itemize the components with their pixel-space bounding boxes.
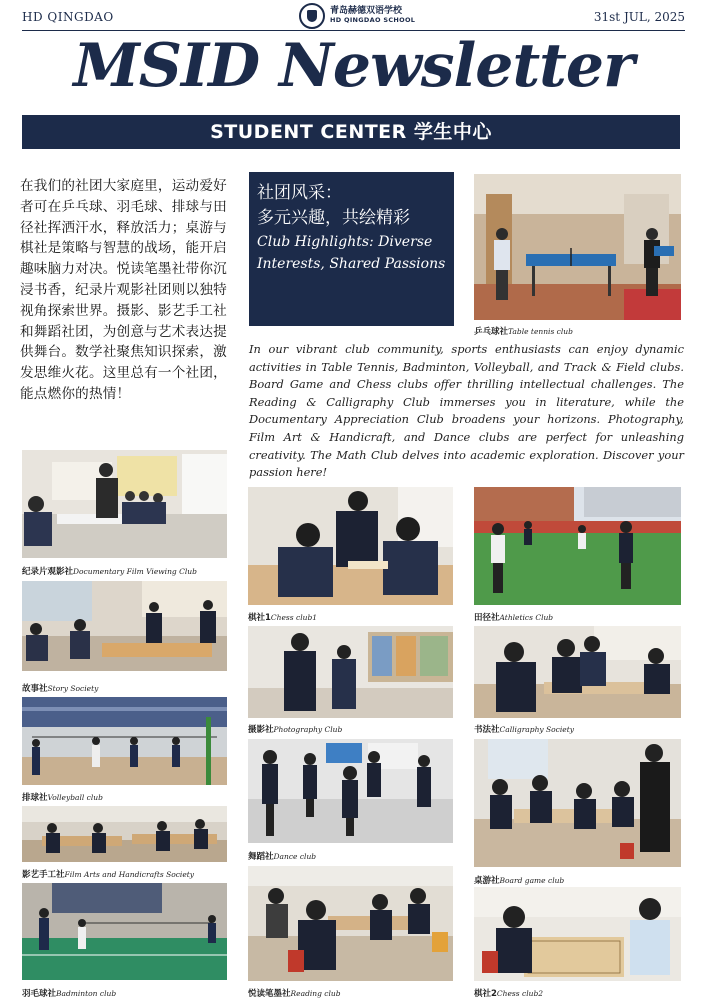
caption-en: Athletics Club (499, 613, 554, 622)
caption-en: Badminton club (56, 989, 117, 998)
photo-board-game (474, 739, 681, 867)
caption-en: Reading club (290, 989, 341, 998)
caption-cn: 书法社 (474, 725, 500, 735)
caption-table-tennis (474, 325, 573, 337)
caption-photography (248, 723, 342, 735)
caption-en: Board game club (499, 876, 565, 885)
photo-dance (248, 739, 453, 843)
caption-film-arts (22, 868, 194, 880)
highlight-title-cn-1: 社团风采： (257, 183, 342, 203)
section-band: STUDENT CENTER 学生中心 (22, 115, 680, 149)
caption-cn: 故事社 (22, 684, 48, 694)
caption-cn: 桌游社 (474, 876, 500, 886)
caption-cn: 排球社 (22, 793, 48, 803)
caption-reading (248, 987, 341, 999)
photo-story (22, 581, 227, 671)
photo-calligraphy (474, 626, 681, 718)
newsletter-title: MSID Newsletter (73, 31, 634, 101)
caption-en: Calligraphy Society (499, 725, 574, 734)
caption-cn: 悦读笔墨社 (248, 989, 291, 999)
caption-cn: 棋社2 (474, 989, 497, 999)
caption-calligraphy (474, 723, 574, 735)
caption-cn: 乒乓球社 (474, 327, 509, 337)
caption-cn: 羽毛球社 (22, 989, 57, 999)
photo-photography (248, 626, 453, 718)
highlight-box (249, 172, 454, 326)
caption-dance (248, 850, 316, 862)
caption-en: Chess club1 (270, 613, 318, 622)
caption-athletics (474, 611, 553, 623)
photo-volleyball (22, 697, 227, 785)
school-logo (299, 3, 415, 29)
caption-cn: 棋社1 (248, 613, 271, 623)
photo-chess1 (248, 487, 453, 605)
caption-en: Volleyball club (47, 793, 103, 802)
caption-cn: 舞蹈社 (248, 852, 274, 862)
caption-en: Chess club2 (496, 989, 544, 998)
intro-text-en: In our vibrant club community, sports enthusiasts can enjoy dynamic activities in Table Tennis, Badminton, Volleyball, and Track & Field clubs. Board Game and Chess clubs offer thrilling intellectual challenges. The Reading & Calligraphy Club immerses you in literature, while the Documentary Appreciation Club broadens your horizons. Photography, Film Art & Handicraft, and Dance clubs are perfect for unleashing creativity. The Math Club delves into academic exploration. Discover your passion here! (249, 342, 684, 480)
caption-chess1 (248, 611, 317, 623)
caption-en: Documentary Film Viewing Club (73, 567, 197, 576)
photo-athletics (474, 487, 681, 605)
caption-en: Photography Club (273, 725, 343, 734)
caption-en: Dance club (273, 852, 317, 861)
school-name-cn: 青岛赫德双语学校 (330, 6, 403, 17)
photo-chess2 (474, 887, 681, 981)
header-date: 31st JUL, 2025 (593, 10, 685, 24)
school-name-en: HD QINGDAO SCHOOL (330, 16, 416, 25)
crest-icon (299, 3, 325, 29)
caption-board-game (474, 874, 564, 886)
highlight-title-en: Club Highlights: Diverse Interests, Shared Passions (257, 234, 446, 272)
caption-documentary (22, 565, 197, 577)
caption-en: Film Arts and Handicrafts Society (64, 870, 195, 879)
intro-text-cn: 在我们的社团大家庭里，运动爱好者可在乒乓球、羽毛球、排球与田径社挥洒汗水，释放活力；桌游与棋社是策略与智慧的战场，能开启趣味脑力对决。悦读笔墨社带你沉浸书香，纪录片观影社团则以独特视角探索世界。摄影、影艺手工社和舞蹈社团，为创意与艺术表达提供舞台。数学社聚焦知识探索，激发思维火花。这里总有一个社团，能点燃你的热情！ (20, 178, 227, 402)
caption-cn: 田径社 (474, 613, 500, 623)
caption-story (22, 682, 98, 694)
photo-reading (248, 866, 453, 981)
caption-en: Story Society (47, 684, 99, 693)
caption-badminton (22, 987, 116, 999)
photo-badminton (22, 883, 227, 980)
header-location: HD QINGDAO (22, 10, 114, 24)
caption-chess2 (474, 987, 543, 999)
photo-film-arts (22, 806, 227, 862)
caption-cn: 影艺手工社 (22, 870, 65, 880)
caption-cn: 摄影社 (248, 725, 274, 735)
photo-table-tennis (474, 174, 681, 320)
caption-cn: 纪录片观影社 (22, 567, 74, 577)
caption-volleyball (22, 791, 103, 803)
photo-documentary (22, 450, 227, 558)
highlight-title-cn-2: 多元兴趣，共绘精彩 (257, 208, 410, 228)
caption-en: Table tennis club (508, 327, 573, 336)
